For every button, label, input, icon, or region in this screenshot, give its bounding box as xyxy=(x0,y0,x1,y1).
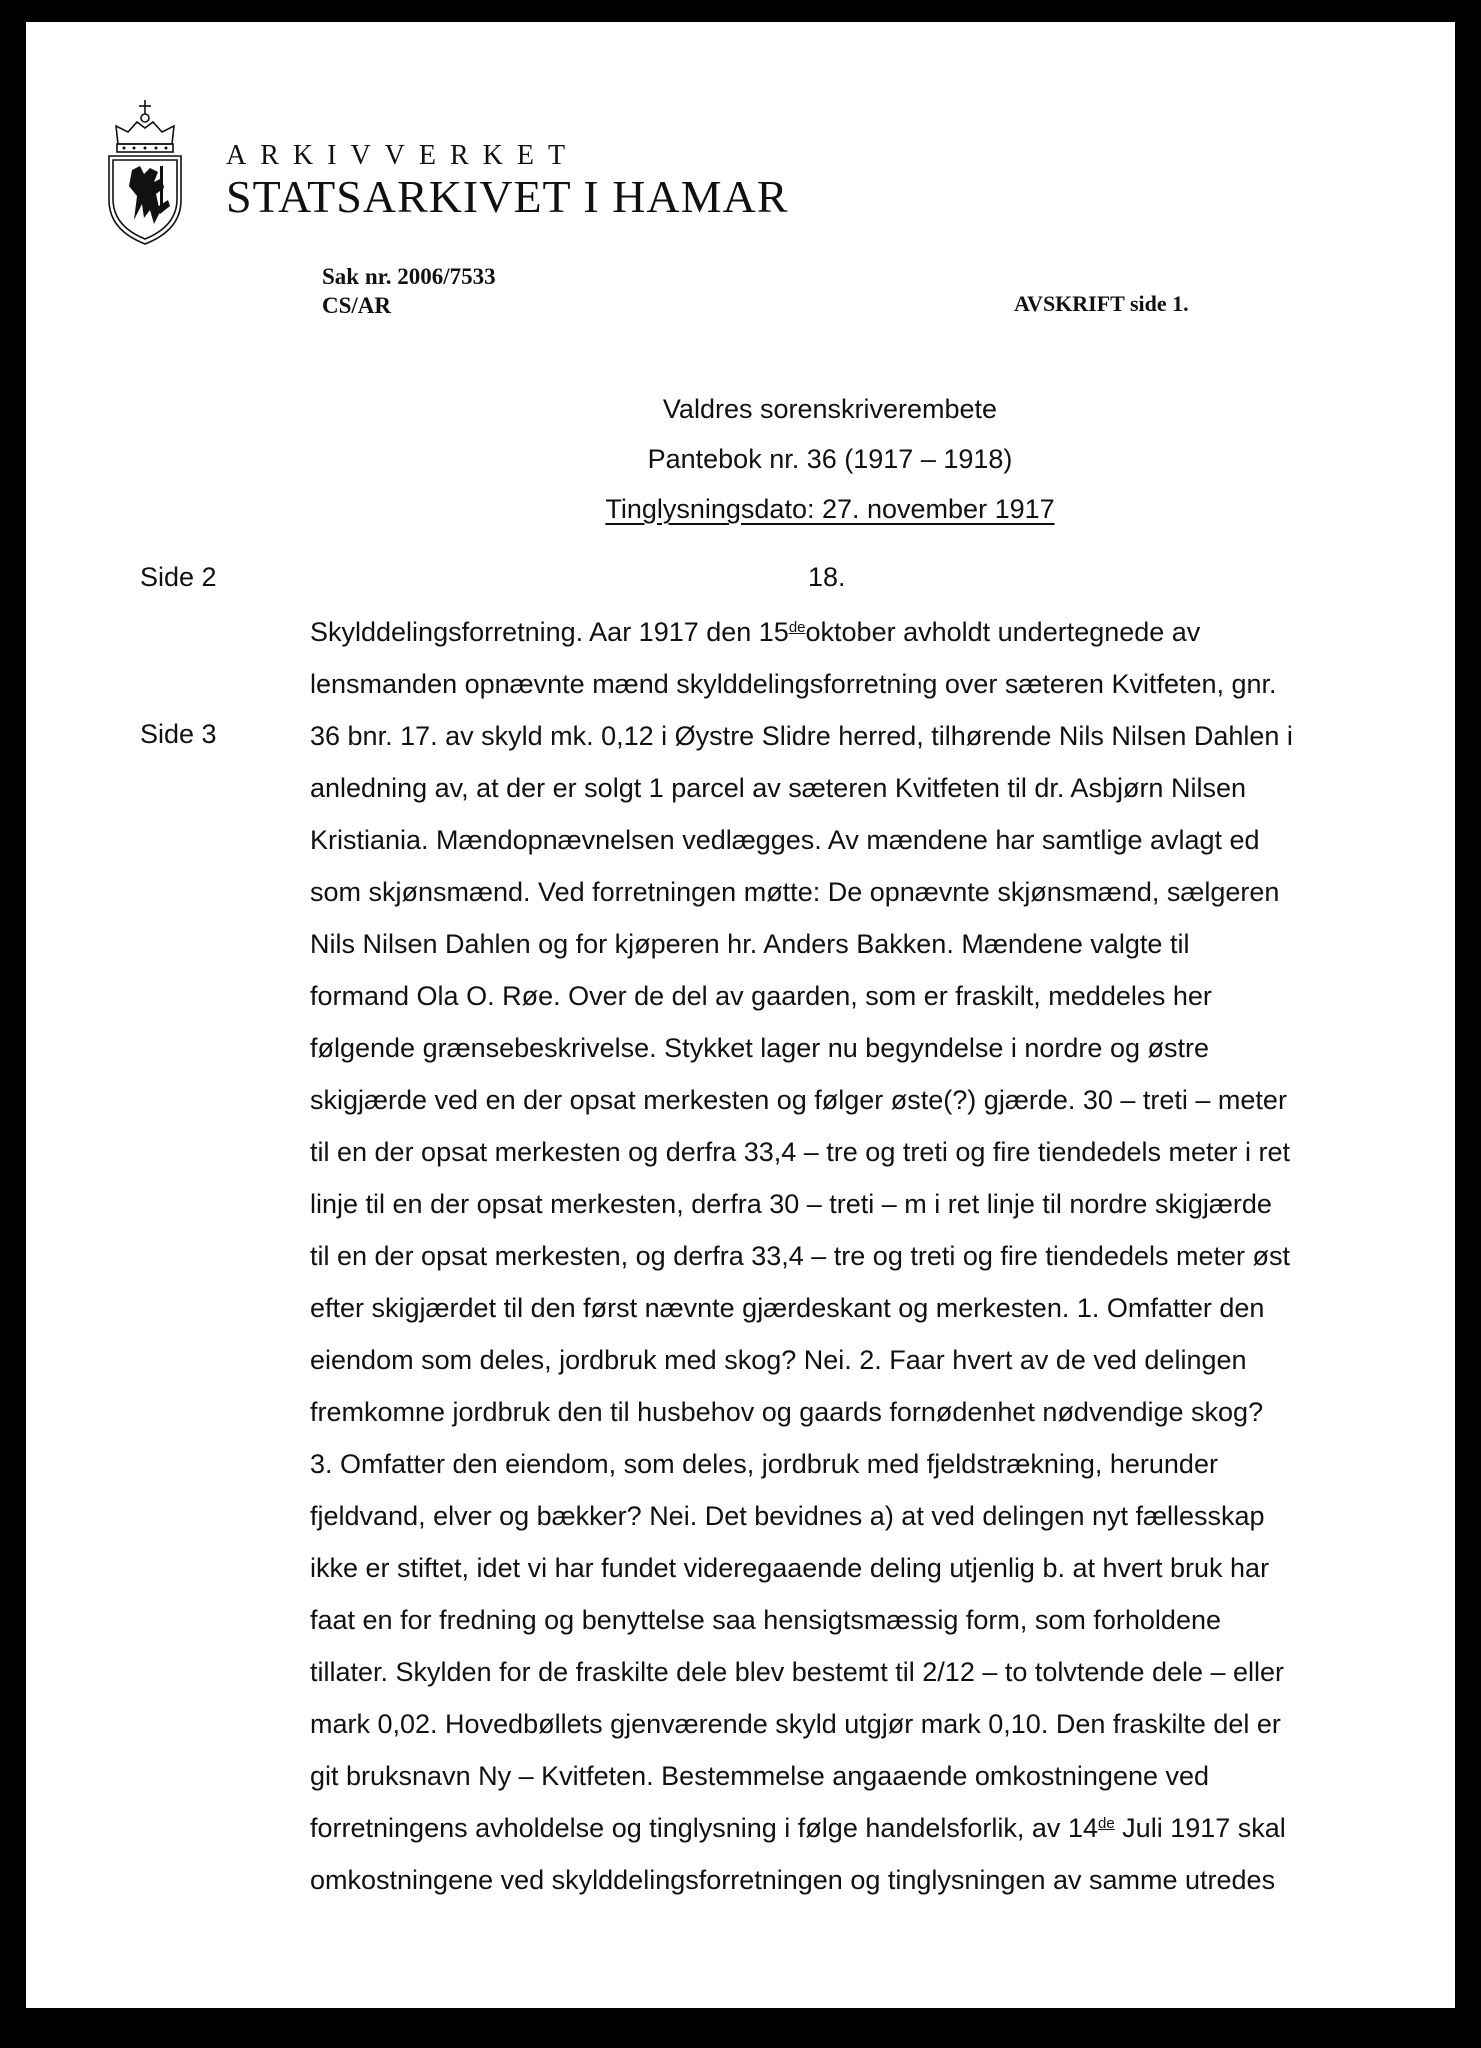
body-line: git bruksnavn Ny – Kvitfeten. Bestemmelse angaaende omkostningene ved xyxy=(310,1761,1210,1791)
side-label: Side 3 xyxy=(140,719,217,749)
body-line: til en der opsat merkesten og derfra 33,4 – tre og treti og fire tiendedels meter i ret xyxy=(310,1137,1291,1167)
coat-of-arms-emblem xyxy=(104,100,186,246)
body-line: forretningens avholdelse og tinglysning i følge handelsforlik, av 14de Juli 1917 skal xyxy=(310,1813,1286,1843)
case-initials: CS/AR xyxy=(322,293,392,318)
body-line: 3. Omfatter den eiendom, som deles, jordbruk med fjeldstrækning, herunder xyxy=(310,1449,1218,1479)
body-line: efter skigjærdet til den først nævnte gjærdeskant og merkesten. 1. Omfatter den xyxy=(310,1293,1265,1323)
body-line: som skjønsmænd. Ved forretningen møtte: De opnævnte skjønsmænd, sælgeren xyxy=(310,877,1280,907)
body-line: anledning av, at der er solgt 1 parcel av sæteren Kvitfeten til dr. Asbjørn Nilsen xyxy=(310,773,1246,803)
archive-name-main: STATSARKIVET I HAMAR xyxy=(226,171,789,222)
case-number: Sak nr. 2006/7533 xyxy=(322,264,496,289)
ordinal-suffix: de xyxy=(788,619,806,636)
body-line: 36 bnr. 17. av skyld mk. 0,12 i Øystre Slidre herred, tilhørende Nils Nilsen Dahlen i xyxy=(310,721,1293,751)
body-line: eiendom som deles, jordbruk med skog? Nei. 2. Faar hvert av de ved delingen xyxy=(310,1345,1247,1375)
body-line: mark 0,02. Hovedbøllets gjenværende skyld utgjør mark 0,10. Den fraskilte del er xyxy=(310,1709,1281,1739)
body-line: Kristiania. Mændopnævnelsen vedlægges. Av mændene har samtlige avlagt ed xyxy=(310,825,1260,855)
body-line: skigjærde ved en der opsat merkesten og følger øste(?) gjærde. 30 – treti – meter xyxy=(310,1085,1287,1115)
registration-date: Tinglysningsdato: 27. november 1917 xyxy=(605,494,1055,524)
body-line: Skylddelingsforretning. Aar 1917 den 15deoktober avholdt undertegnede av xyxy=(310,617,1201,647)
entry-number: 18. xyxy=(808,562,846,592)
body-line: faat en for fredning og benyttelse saa hensigtsmæssig form, som forholdene xyxy=(310,1605,1221,1635)
case-reference xyxy=(322,262,496,320)
body-line: tillater. Skylden for de fraskilte dele blev bestemt til 2/12 – to tolvtende dele – eller xyxy=(310,1657,1285,1687)
body-line: lensmanden opnævnte mænd skylddelingsforretning over sæteren Kvitfeten, gnr. xyxy=(310,669,1277,699)
court-office: Valdres sorenskriverembete xyxy=(662,394,998,424)
side-label: Side 2 xyxy=(140,562,217,592)
body-line: linje til en der opsat merkesten, derfra 30 – treti – m i ret linje til nordre skigjærde xyxy=(310,1189,1272,1219)
body-line: Nils Nilsen Dahlen og for kjøperen hr. Anders Bakken. Mændene valgte til xyxy=(310,929,1190,959)
body-line: fremkomne jordbruk den til husbehov og gaards fornødenhet nødvendige skog? xyxy=(310,1397,1264,1427)
body-line: formand Ola O. Røe. Over de del av gaarden, som er fraskilt, meddeles her xyxy=(310,981,1212,1011)
body-line: til en der opsat merkesten, og derfra 33,4 – tre og treti og fire tiendedels meter øst xyxy=(310,1241,1291,1271)
mortgage-book: Pantebok nr. 36 (1917 – 1918) xyxy=(647,444,1013,474)
body-line: omkostningene ved skylddelingsforretningen og tinglysningen av samme utredes xyxy=(310,1865,1276,1895)
document-heading xyxy=(580,384,1080,534)
archive-name-top: ARKIVVERKET xyxy=(226,140,580,171)
body-line: følgende grænsebeskrivelse. Stykket lager nu begyndelse i nordre og østre xyxy=(310,1033,1209,1063)
transcript-page-label: AVSKRIFT side 1. xyxy=(1014,291,1189,316)
body-line: ikke er stiftet, idet vi har fundet videregaaende deling utjenlig b. at hvert bruk har xyxy=(310,1553,1270,1583)
ordinal-suffix: de xyxy=(1097,1815,1115,1832)
document-body xyxy=(310,606,1368,1906)
body-line: fjeldvand, elver og bækker? Nei. Det bevidnes a) at ved delingen nyt fællesskap xyxy=(310,1501,1265,1531)
